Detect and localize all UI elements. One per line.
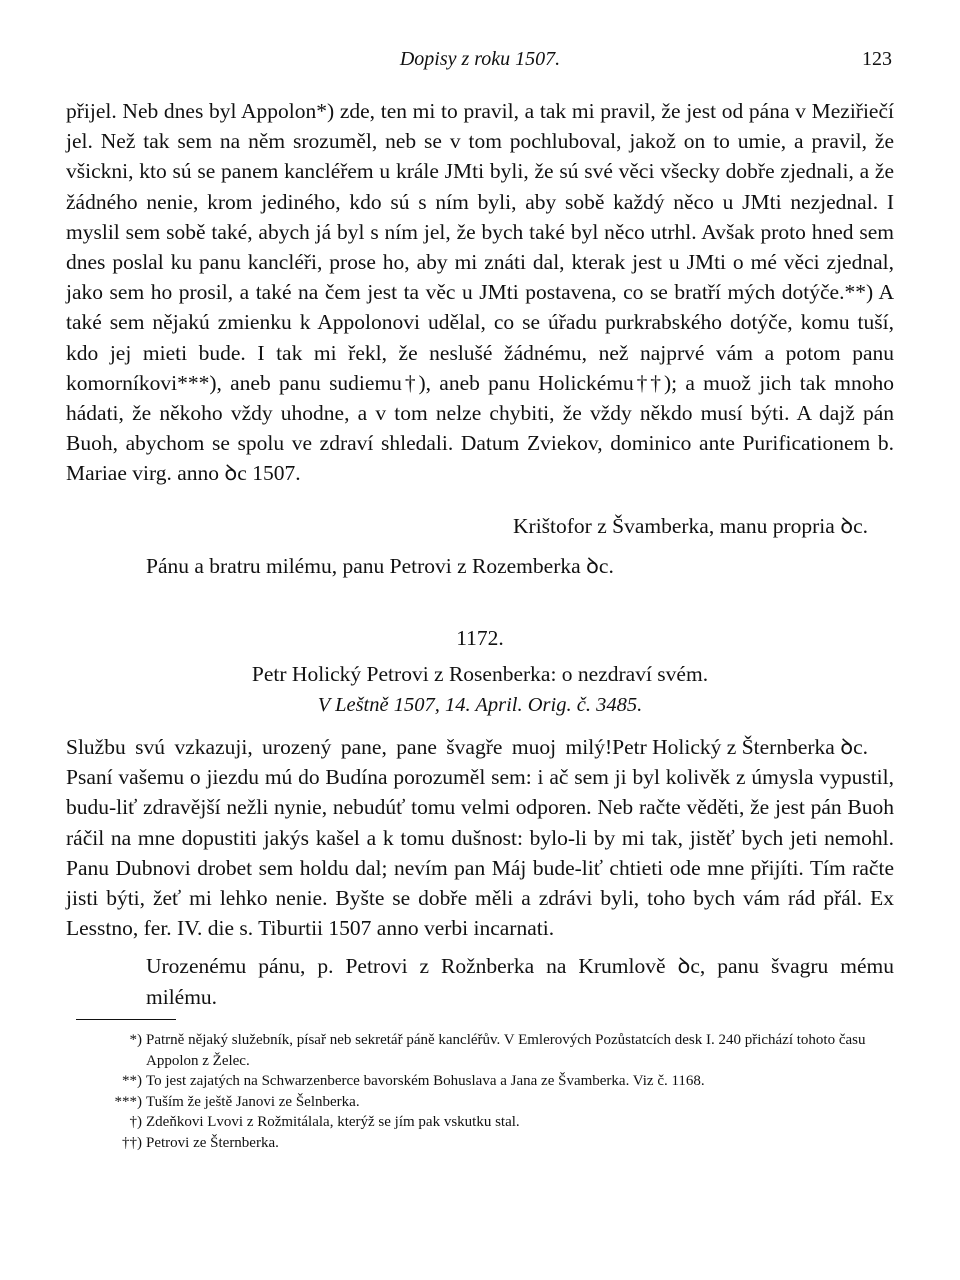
footnote-mark: ***) [114,1093,142,1110]
letter-1171-signature: Krištofor z Švamberka, manu propria ꝺc. [513,514,868,538]
letter-1172-body: Službu svú vzkazuji, urozený pane, pane švagře muoj milý! Psaní vašemu o jiezdu mú do Budína porozuměl sem: i ač sem ji byl kolivěk z úmysla vypustil, budu-liť zdravější nežli nynie, nebudúť tomu velmi odporen. Neb račte věděti, že jest pán Buoh ráčil na mne dopustiti jakýs kašel a k tomu dušnost: bylo-li by mi tak, jistěť bych jeti nemohl. Panu Dubnovi drobet sem holdu dal; nevím pan Máj bude-liť chtieti ode mne přijíti. Tím račte jisti býti, žeť mi lehko nenie. Byšte se dobře měli a zdrávi byli, toho bych vám rád přál. Ex Lesstno, fer. IV. die s. Tiburtii 1507 anno verbi incarnati. [66,735,894,941]
footnote [66,1030,894,1071]
footnote [66,1071,894,1092]
page-number: 123 [862,48,892,70]
footnote-text: Zdeňkovi Lvovi z Rožmitálala, kterýž se jím pak vskutku stal. [146,1114,520,1130]
letter-1171-address: Pánu a bratru milému, panu Petrovi z Rozemberka ꝺc. [146,554,614,578]
footnote-mark: ††) [122,1134,142,1151]
footnote-text: Petrovi ze Šternberka. [146,1134,279,1151]
letter-1172-address: Urozenému pánu, p. Petrovi z Rožnberka na Krumlově ꝺc, panu švagru mému milému. [146,954,894,1009]
letter-1172-signature: Petr Holický z Šternberka ꝺc. [612,735,868,759]
letter-1171-continuation [66,96,894,489]
page-header [66,44,894,74]
footnote [66,1112,894,1133]
footnotes [66,1030,894,1153]
footnote-divider [76,1019,176,1020]
footnote [66,1133,894,1154]
footnote [66,1092,894,1113]
footnote-mark: *) [129,1032,142,1048]
document-page [66,0,894,1280]
letter-1172-body-paragraph [66,732,894,943]
footnote-text: Patrně nějaký služebník, písař neb sekretář páně kancléřův. V Emlerových Pozůstatcích desk I. 240 přichází tohoto času Appolon z Želec. [146,1032,866,1069]
footnote-mark: **) [122,1073,142,1089]
running-title: Dopisy z roku 1507. [399,48,561,70]
letter-1172 [66,732,894,1012]
letter-1172-title: Petr Holický Petrovi z Rosenberka: o nezdraví svém. [251,662,709,686]
letter-1172-number: 1172. [456,626,504,650]
letter-1172-source: V Leštně 1507, 14. April. Orig. č. 3485. [317,694,643,716]
footnote-mark: †) [129,1114,142,1130]
footnote-text: To jest zajatých na Schwarzenberce bavorském Bohuslava a Jana ze Švamberka. Viz č. 1168. [146,1073,705,1089]
footnote-text: Tuším že ještě Janovi ze Šelnberka. [146,1093,360,1110]
letter-1171-body: přijel. Neb dnes byl Appolon*) zde, ten mi to pravil, a tak mi pravil, že jest od pána v Meziřiečí jel. Než tak sem na něm srozuměl, neb se v tom pochluboval, jakož on to umie, a pravil, že všickni, kto sú se panem kancléřem u krále JMti byli, že sú své věci všecky dobře zjednali, a že žádného nenie, krom jediného, kdo sú s ním byli, aby sobě každý něco u JMti nezjednal. I myslil sem sobě také, abych já byl s ním jel, že bych také byl něco utrhl. Avšak proto hned sem dnes poslal ku panu kancléři, prose ho, aby mi znáti dal, kterak jest u JMti o mé věci zjednal, jako sem ho prosil, a také na čem jest ta věc u JMti postavena, co se bratří mých dotýče.**) A také sem nějakú zmienku k Appolonovi udělal, co se úřadu purkrabského dotýče, komu tuší, kdo jej mieti bude. I tak mi řekl, že neslušé žádnému, než najprvé vám a potom panu komorníkovi***), aneb panu sudiemu†), aneb panu Holickému††); a muož jich tak mnoho hádati, že někoho vždy uhodne, a v tom nelze chybiti, že vždy někdo musí býti. A dajž pán Buoh, abychom se spolu ve zdraví shledali. Datum Zviekov, dominico ante Purificationem b. Mariae virg. anno ꝺc 1507. [66,99,894,486]
